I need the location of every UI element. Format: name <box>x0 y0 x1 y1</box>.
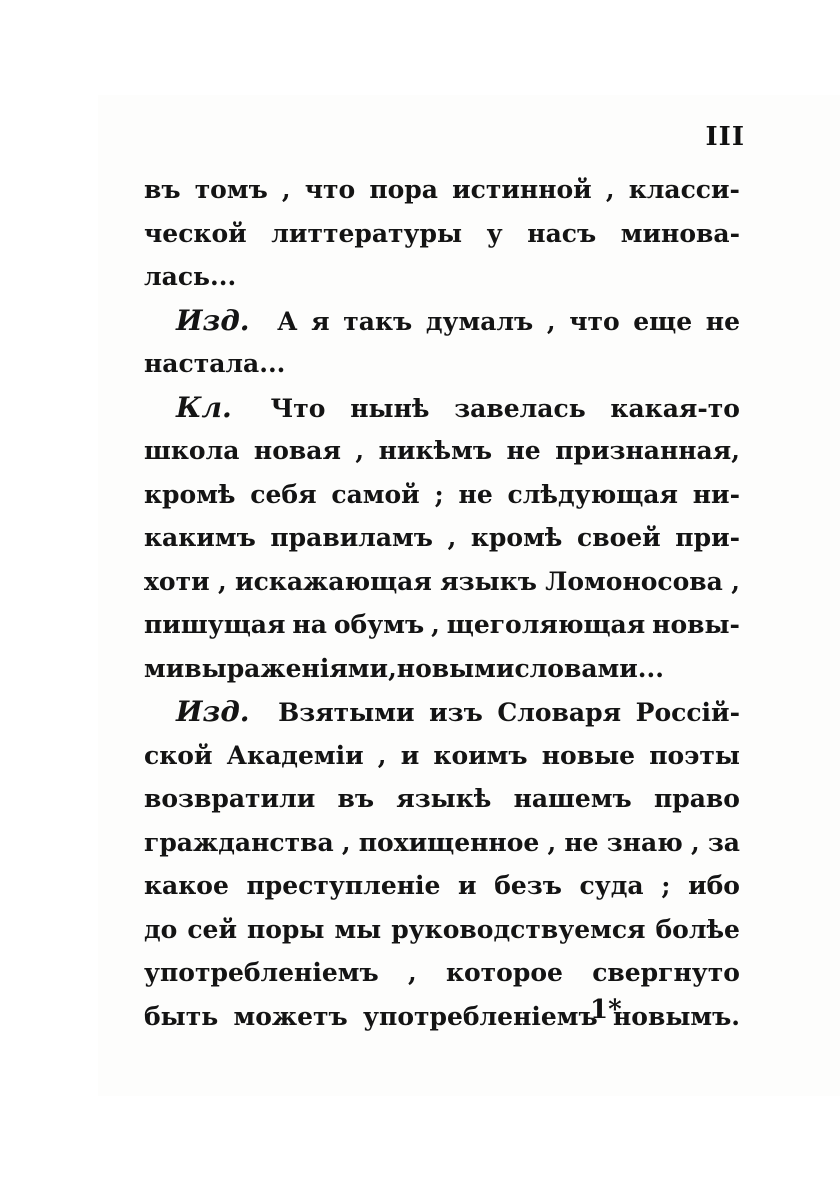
word: Россій- <box>635 698 740 727</box>
word: нашемъ <box>513 784 632 813</box>
word: новая <box>253 436 341 465</box>
word: , <box>377 740 387 770</box>
word: не <box>564 827 599 857</box>
word: думалъ <box>425 306 534 336</box>
body-text <box>144 168 740 1038</box>
word: истинной <box>452 175 592 204</box>
word: щеголяющая <box>446 610 646 639</box>
speaker-label: Изд. <box>176 303 250 337</box>
word: въ <box>144 175 181 204</box>
word: , <box>388 653 397 683</box>
word: пишущая <box>144 610 286 639</box>
word: Словаря <box>497 698 622 727</box>
word: возвратили <box>144 784 316 813</box>
word: не <box>705 306 740 336</box>
speaker-label: Кл. <box>176 390 232 424</box>
word: ; <box>661 871 671 900</box>
word: никѣмъ <box>378 436 492 465</box>
word: болѣе <box>655 914 740 944</box>
text-line <box>144 255 740 299</box>
text-line <box>144 212 740 256</box>
word: школа <box>144 436 240 465</box>
text-line <box>144 690 740 734</box>
text-line <box>144 473 740 517</box>
word: какимъ <box>144 523 256 552</box>
word: употребленіемъ <box>363 1001 598 1031</box>
word: безъ <box>494 871 562 900</box>
word: , <box>690 827 700 857</box>
word: ми <box>144 653 185 683</box>
text-line <box>144 777 740 821</box>
word: Академіи <box>226 740 364 770</box>
word: ской <box>144 740 213 770</box>
word: какое <box>144 871 229 900</box>
word: знаю <box>606 827 683 857</box>
word: суда <box>579 871 644 900</box>
word: самой <box>331 479 420 509</box>
text-line <box>144 299 740 343</box>
text-line <box>144 429 740 473</box>
word: поры <box>246 914 325 944</box>
word: Взятыми <box>278 698 415 727</box>
speaker-label: Изд. <box>176 695 250 728</box>
word: гражданства <box>144 827 334 857</box>
word: преступленіе <box>246 871 441 900</box>
word: хоти <box>144 566 210 596</box>
word: что <box>569 306 620 336</box>
word: слѣдующая <box>507 479 678 509</box>
word: на <box>292 610 327 639</box>
word: за <box>707 827 740 857</box>
word: выраженіями <box>184 653 389 683</box>
word: . <box>267 349 277 378</box>
word: новыми <box>396 653 515 683</box>
word: изъ <box>429 698 483 727</box>
word: руководствуемся <box>391 914 646 944</box>
word: , <box>341 827 351 857</box>
word: , <box>546 306 556 336</box>
word: такъ <box>343 306 413 336</box>
word: , <box>547 827 557 857</box>
word: . <box>646 653 656 683</box>
text-line <box>144 821 740 865</box>
word: еще <box>633 306 693 336</box>
word: свергнуто <box>592 958 740 987</box>
text-line <box>144 516 740 560</box>
word: право <box>653 784 740 813</box>
word: искажающая <box>235 566 432 596</box>
word: и <box>400 740 420 770</box>
word: Ломоносова <box>545 566 723 596</box>
word: быть <box>144 1001 219 1031</box>
word: и <box>458 871 477 900</box>
text-line <box>144 951 740 995</box>
word: , <box>447 523 457 552</box>
word: , <box>281 175 291 204</box>
word: . <box>655 653 664 683</box>
text-line <box>144 864 740 908</box>
word: , <box>217 566 227 596</box>
word: насъ <box>527 218 597 248</box>
text-line <box>144 734 740 778</box>
word: обумъ <box>333 610 425 639</box>
word: , <box>731 566 740 596</box>
word: ни- <box>692 479 740 509</box>
word: что <box>304 175 356 204</box>
word: ; <box>434 479 444 509</box>
word: можетъ <box>233 1001 348 1031</box>
word: ческой <box>144 218 247 248</box>
word: ибо <box>688 871 740 900</box>
word: томъ <box>194 175 268 204</box>
word: при- <box>675 523 740 552</box>
word: до <box>144 914 178 944</box>
text-line <box>144 386 740 430</box>
word: нынѣ <box>350 393 430 423</box>
word: литтературы <box>271 218 463 248</box>
word: похищенное <box>358 827 540 857</box>
word: , <box>407 958 417 987</box>
word: у <box>486 218 503 248</box>
word: я <box>311 306 330 336</box>
word: языкъ <box>440 566 537 596</box>
word: пора <box>369 175 438 204</box>
text-line <box>144 342 740 386</box>
word: новые <box>541 740 636 770</box>
signature-mark: 1* <box>590 995 622 1025</box>
word: кромѣ <box>144 479 236 509</box>
word: признанная, <box>555 436 740 465</box>
text-line <box>144 995 740 1039</box>
text-line <box>144 168 740 212</box>
word: коимъ <box>433 740 528 770</box>
word: . <box>218 262 228 291</box>
text-line <box>144 908 740 952</box>
word: словами. <box>514 653 647 683</box>
word: А <box>277 306 298 336</box>
word: настала. <box>144 349 268 378</box>
word: новымъ. <box>612 1001 740 1031</box>
page-number: III <box>705 122 745 152</box>
word: класси- <box>628 175 740 204</box>
text-line <box>144 603 740 647</box>
word: употребленіемъ <box>144 958 379 987</box>
word: поэты <box>649 740 740 770</box>
word: минова- <box>620 218 740 248</box>
word: Что <box>270 393 326 423</box>
text-line <box>144 647 740 691</box>
word: . <box>276 349 286 378</box>
word: , <box>355 436 365 465</box>
word: новы- <box>652 610 740 639</box>
word: , <box>605 175 615 204</box>
word: правиламъ <box>270 523 433 552</box>
word: завелась <box>454 393 586 423</box>
word: языкѣ <box>396 784 492 813</box>
word: мы <box>334 914 382 944</box>
word: лась. <box>144 262 219 291</box>
word: не <box>506 436 541 465</box>
word: которое <box>445 958 563 987</box>
word: не <box>458 479 493 509</box>
word: какая-то <box>610 393 740 423</box>
word: своей <box>576 523 661 552</box>
word: , <box>431 610 440 639</box>
word: въ <box>337 784 375 813</box>
word: сей <box>187 914 237 944</box>
word: кромѣ <box>470 523 563 552</box>
word: себя <box>250 479 317 509</box>
word: . <box>227 262 237 291</box>
text-line <box>144 560 740 604</box>
